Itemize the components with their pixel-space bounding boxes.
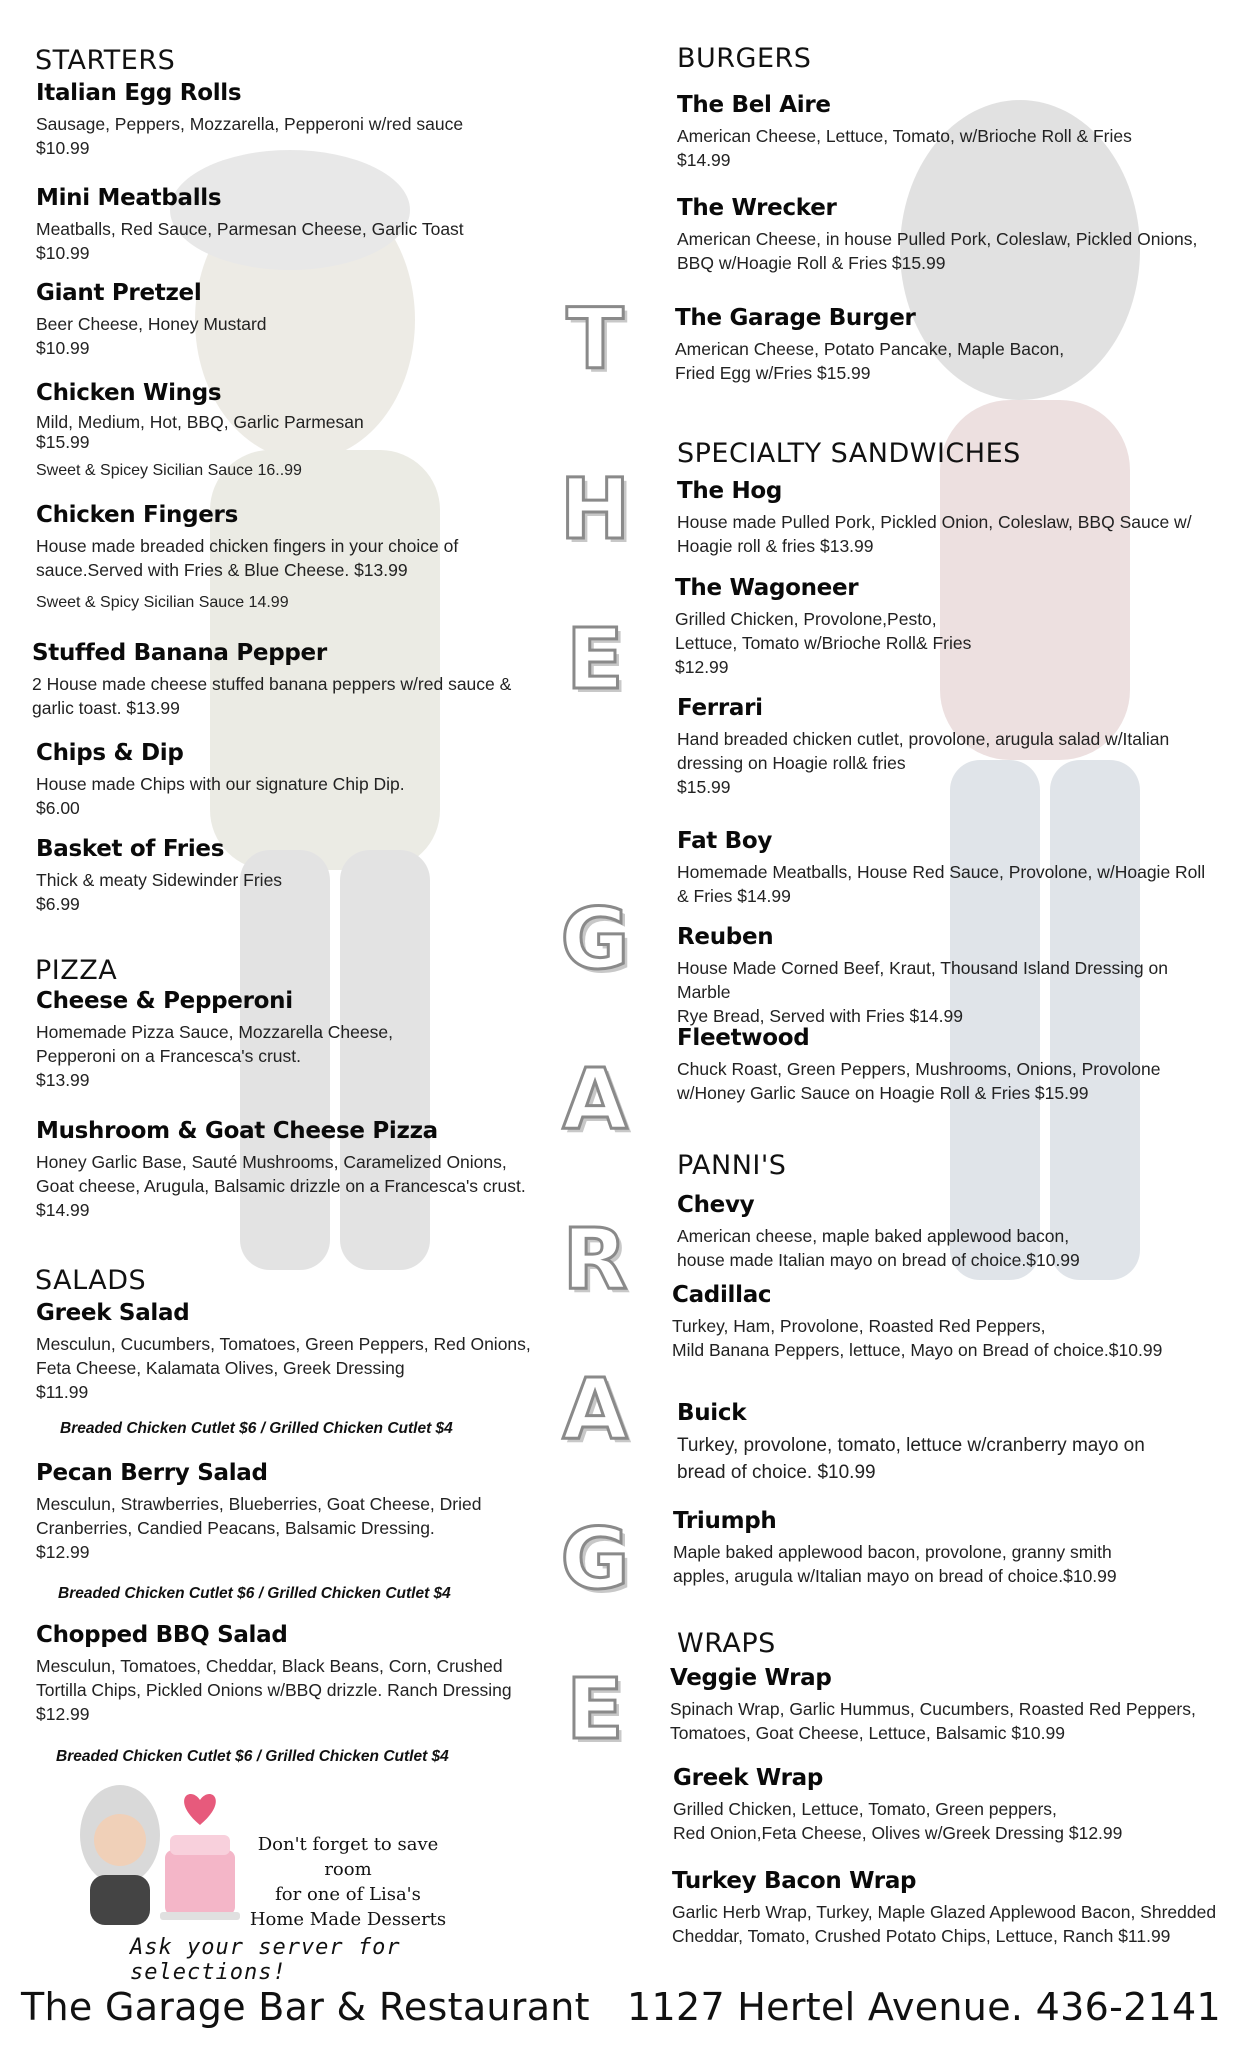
- vertical-title-letter: A: [562, 1050, 628, 1148]
- menu-item-stuffed-banana-pepper: [32, 640, 511, 720]
- item-name: Cheese & Pepperoni: [36, 988, 293, 1014]
- item-desc: Maple baked applewood bacon, provolone, granny smith apples, arugula w/Italian mayo on bread of choice.$10.99: [673, 1542, 1117, 1586]
- item-desc: House made Pulled Pork, Pickled Onion, Coleslaw, BBQ Sauce w/ Hoagie roll & fries $13.99: [677, 512, 1192, 556]
- item-desc: Beer Cheese, Honey Mustard $10.99: [36, 314, 267, 358]
- section-title-salads: SALADS: [35, 1265, 147, 1296]
- item-desc: Turkey, provolone, tomato, lettuce w/cranberry mayo on bread of choice. $10.99: [677, 1435, 1145, 1483]
- item-name: Italian Egg Rolls: [36, 80, 242, 106]
- item-name: Buick: [677, 1400, 747, 1426]
- item-desc: American Cheese, Lettuce, Tomato, w/Brioche Roll & Fries $14.99: [677, 126, 1132, 170]
- menu-item-greek-salad: [36, 1300, 531, 1404]
- item-note: Sweet & Spicey Sicilian Sauce 16..99: [36, 462, 302, 479]
- menu-item-cheese-pepperoni: [36, 988, 393, 1092]
- menu-item-italian-egg-rolls: [36, 80, 463, 160]
- menu-item-ferrari: [677, 695, 1169, 799]
- menu-item-veggie-wrap: [670, 1665, 1196, 1745]
- item-name: The Wagoneer: [675, 575, 859, 601]
- item-desc: Sausage, Peppers, Mozzarella, Pepperoni w/red sauce $10.99: [36, 114, 464, 158]
- item-desc: Mild, Medium, Hot, BBQ, Garlic Parmesan $15.99: [36, 412, 364, 452]
- menu-item-chips-dip: [36, 740, 405, 820]
- section-title-burgers: BURGERS: [677, 43, 812, 74]
- item-name: Giant Pretzel: [36, 280, 202, 306]
- salad-addon-note: Breaded Chicken Cutlet $6 / Grilled Chicken Cutlet $4: [56, 1748, 449, 1765]
- item-desc: Hand breaded chicken cutlet, provolone, arugula salad w/Italian dressing on Hoagie roll& fries $15.99: [677, 729, 1170, 797]
- item-name: The Garage Burger: [675, 305, 916, 331]
- menu-item-fleetwood: [677, 1025, 1160, 1105]
- vertical-title-letter: H: [559, 460, 631, 558]
- section-title-wraps: WRAPS: [677, 1628, 776, 1659]
- vertical-title-letter: G: [560, 1510, 630, 1608]
- section-title-panini: PANNI'S: [677, 1150, 787, 1181]
- vertical-title-letter: T: [566, 290, 624, 388]
- item-desc: 2 House made cheese stuffed banana peppers w/red sauce & garlic toast. $13.99: [32, 674, 512, 718]
- item-desc: Thick & meaty Sidewinder Fries $6.99: [36, 870, 283, 914]
- item-name: Chevy: [677, 1192, 755, 1218]
- item-name: Mushroom & Goat Cheese Pizza: [36, 1118, 438, 1144]
- item-name: The Bel Aire: [677, 92, 831, 118]
- vertical-title-letter: E: [566, 610, 624, 708]
- item-note: Sweet & Spicy Sicilian Sauce 14.99: [36, 594, 289, 611]
- item-desc: Mesculun, Tomatoes, Cheddar, Black Beans, Corn, Crushed Tortilla Chips, Pickled Onions w/BBQ drizzle. Ranch Dressing $12.99: [36, 1656, 512, 1724]
- item-desc: American cheese, maple baked applewood bacon, house made Italian mayo on bread of choice.$10.99: [677, 1226, 1080, 1270]
- salad-addon-note: Breaded Chicken Cutlet $6 / Grilled Chicken Cutlet $4: [58, 1585, 451, 1602]
- item-name: Fat Boy: [677, 828, 773, 854]
- salad-addon-note: Breaded Chicken Cutlet $6 / Grilled Chicken Cutlet $4: [60, 1420, 453, 1437]
- item-name: Veggie Wrap: [670, 1665, 832, 1691]
- menu-item-triumph: [673, 1508, 1117, 1588]
- item-desc: Honey Garlic Base, Sauté Mushrooms, Caramelized Onions, Goat cheese, Arugula, Balsamic drizzle on a Francesca's crust. $14.99: [36, 1152, 526, 1220]
- item-desc: Spinach Wrap, Garlic Hummus, Cucumbers, Roasted Red Peppers, Tomatoes, Goat Cheese, Lettuce, Balsamic $10.99: [670, 1699, 1196, 1743]
- item-name: Turkey Bacon Wrap: [672, 1868, 917, 1894]
- menu-item-buick: [677, 1400, 1145, 1486]
- item-name: Greek Wrap: [673, 1765, 824, 1791]
- menu-item-garage-burger: [675, 305, 1064, 385]
- section-title-pizza: PIZZA: [35, 955, 118, 986]
- ask-server-text: Ask your server for selections!: [130, 1935, 401, 1985]
- item-name: Chicken Wings: [36, 380, 222, 406]
- item-desc: American Cheese, Potato Pancake, Maple Bacon, Fried Egg w/Fries $15.99: [675, 339, 1065, 383]
- section-title-starters: STARTERS: [35, 45, 176, 76]
- dessert-promo: [70, 1780, 490, 1985]
- menu-item-greek-wrap: [673, 1765, 1122, 1845]
- item-name: Cadillac: [672, 1282, 772, 1308]
- item-name: The Hog: [677, 478, 783, 504]
- menu-item-mushroom-goat-cheese: [36, 1118, 526, 1222]
- menu-item-chevy: [677, 1192, 1080, 1272]
- item-name: Mini Meatballs: [36, 185, 222, 211]
- item-desc: Mesculun, Cucumbers, Tomatoes, Green Peppers, Red Onions, Feta Cheese, Kalamata Olives, Greek Dressing $11.99: [36, 1334, 531, 1402]
- item-desc: Homemade Meatballs, House Red Sauce, Provolone, w/Hoagie Roll & Fries $14.99: [677, 862, 1206, 906]
- item-name: Chopped BBQ Salad: [36, 1622, 288, 1648]
- menu-item-chicken-fingers: [36, 502, 458, 614]
- item-desc: House made Chips with our signature Chip Dip. $6.00: [36, 774, 405, 818]
- menu-item-reuben: [677, 924, 1220, 1028]
- item-desc: Chuck Roast, Green Peppers, Mushrooms, Onions, Provolone w/Honey Garlic Sauce on Hoagie Roll & Fries $15.99: [677, 1059, 1161, 1103]
- baker-illustration: [70, 1780, 250, 1930]
- menu-item-hog: [677, 478, 1192, 558]
- item-name: Reuben: [677, 924, 774, 950]
- item-desc: Grilled Chicken, Lettuce, Tomato, Green peppers, Red Onion,Feta Cheese, Olives w/Greek Dressing $12.99: [673, 1799, 1123, 1843]
- menu-item-mini-meatballs: [36, 185, 464, 265]
- item-name: Stuffed Banana Pepper: [32, 640, 327, 666]
- section-title-sandwiches: SPECIALTY SANDWICHES: [677, 438, 1021, 469]
- footer-address: The Garage Bar & Restaurant 1127 Hertel Avenue. 436-2141: [21, 1985, 1221, 2029]
- item-desc: Garlic Herb Wrap, Turkey, Maple Glazed Applewood Bacon, Shredded Cheddar, Tomato, Crushed Potato Chips, Lettuce, Ranch $11.99: [672, 1902, 1217, 1946]
- item-name: Basket of Fries: [36, 836, 225, 862]
- menu-item-wagoneer: [675, 575, 971, 679]
- menu-item-chicken-wings: [36, 380, 364, 482]
- menu-item-giant-pretzel: [36, 280, 267, 360]
- vertical-title-letter: G: [560, 890, 630, 988]
- item-desc: Turkey, Ham, Provolone, Roasted Red Peppers, Mild Banana Peppers, lettuce, Mayo on Bread of choice.$10.99: [672, 1316, 1163, 1360]
- menu-item-cadillac: [672, 1282, 1162, 1362]
- item-name: Fleetwood: [677, 1025, 810, 1051]
- item-desc: Grilled Chicken, Provolone,Pesto, Lettuce, Tomato w/Brioche Roll& Fries $12.99: [675, 609, 972, 677]
- item-name: The Wrecker: [677, 195, 837, 221]
- item-desc: Homemade Pizza Sauce, Mozzarella Cheese, Pepperoni on a Francesca's crust. $13.99: [36, 1022, 393, 1090]
- item-name: Pecan Berry Salad: [36, 1460, 268, 1486]
- menu-item-wrecker: [677, 195, 1197, 275]
- item-name: Triumph: [673, 1508, 777, 1534]
- menu-item-fat-boy: [677, 828, 1205, 908]
- menu-item-chopped-bbq-salad: [36, 1622, 512, 1726]
- item-desc: American Cheese, in house Pulled Pork, Coleslaw, Pickled Onions, BBQ w/Hoagie Roll & Fries $15.99: [677, 229, 1198, 273]
- menu-item-turkey-bacon-wrap: [672, 1868, 1216, 1948]
- menu-item-pecan-berry-salad: [36, 1460, 481, 1564]
- item-desc: Mesculun, Strawberries, Blueberries, Goat Cheese, Dried Cranberries, Candied Peacans, Balsamic Dressing. $12.99: [36, 1494, 482, 1562]
- item-name: Ferrari: [677, 695, 763, 721]
- vertical-title-letter: E: [566, 1660, 624, 1758]
- item-name: Chicken Fingers: [36, 502, 238, 528]
- item-name: Greek Salad: [36, 1300, 190, 1326]
- item-name: Chips & Dip: [36, 740, 184, 766]
- menu-item-basket-of-fries: [36, 836, 282, 916]
- item-desc: House made breaded chicken fingers in your choice of sauce.Served with Fries & Blue Cheese. $13.99: [36, 536, 459, 580]
- item-desc: House Made Corned Beef, Kraut, Thousand Island Dressing on Marble Rye Bread, Served with Fries $14.99: [677, 958, 1168, 1026]
- dessert-message: Don't forget to save room for one of Lisa's Home Made Desserts: [249, 1834, 447, 1930]
- vertical-title-letter: R: [562, 1210, 628, 1308]
- menu-item-bel-aire: [677, 92, 1132, 172]
- vertical-title-letter: A: [562, 1360, 628, 1458]
- item-desc: Meatballs, Red Sauce, Parmesan Cheese, Garlic Toast $10.99: [36, 219, 464, 263]
